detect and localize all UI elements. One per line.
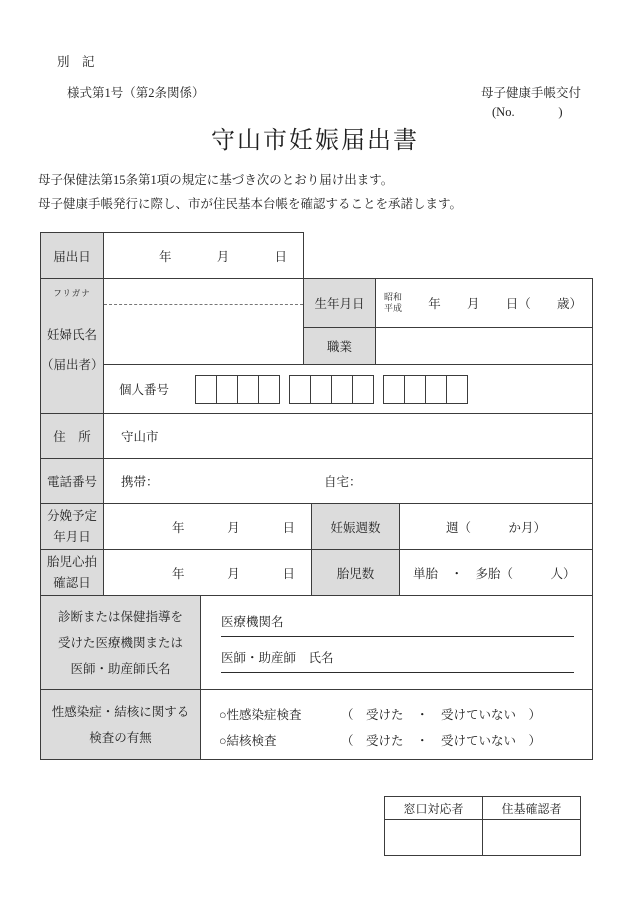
facility-name-line: 医療機関名	[221, 612, 574, 637]
day-unit: 日	[282, 520, 295, 535]
intro-line-2: 母子健康手帳発行に際し、市が住民基本台帳を確認することを承諾します。	[38, 197, 463, 211]
day-unit: 日	[274, 249, 287, 264]
day-age-open: 日（	[505, 297, 531, 311]
medical-label-line3: 医師・助産師氏名	[70, 661, 171, 676]
personal-number-boxes-group3	[383, 375, 468, 404]
address-field	[103, 413, 593, 459]
personal-number-boxes-group2	[289, 375, 374, 404]
due-date-label-line1: 分娩予定	[46, 508, 97, 523]
year-unit: 年	[172, 566, 185, 581]
notification-date-field	[103, 232, 304, 279]
year-unit: 年	[428, 297, 441, 311]
std-tb-label-line1: 性感染症・結核に関する	[51, 704, 190, 719]
tb-check-row	[219, 728, 592, 754]
heartbeat-label-line2: 確認日	[53, 575, 91, 590]
mother-name-label-line1: 妊婦氏名	[46, 328, 97, 342]
due-date-field	[103, 503, 312, 550]
std-check-item: ○性感染症検査	[219, 708, 302, 722]
birth-date-field	[375, 278, 593, 328]
due-date-label-line2: 年月日	[53, 529, 91, 544]
medical-institution-label	[40, 595, 201, 690]
month-unit: 月	[227, 520, 240, 535]
birth-date-label: 生年月日	[303, 278, 376, 328]
year-unit: 年	[172, 520, 185, 535]
digit-box	[310, 375, 332, 404]
mother-name-field	[103, 278, 304, 365]
handbook-issue-label: 母子健康手帳交付	[480, 86, 581, 100]
fetus-count-label: 胎児数	[311, 549, 400, 596]
tb-check-item: ○結核検査	[219, 734, 277, 748]
std-check-row	[219, 702, 592, 728]
digit-box	[383, 375, 405, 404]
digit-box	[289, 375, 311, 404]
digit-box	[404, 375, 426, 404]
phone-home-label: 自宅：	[324, 475, 362, 489]
counter-staff-field	[384, 819, 483, 856]
notification-date-label: 届出日	[40, 232, 104, 279]
digit-box	[331, 375, 353, 404]
furigana-field	[104, 279, 303, 305]
address-label: 住 所	[40, 413, 104, 459]
personal-number-boxes-group1	[195, 375, 280, 404]
medical-institution-field	[200, 595, 593, 690]
digit-box	[352, 375, 374, 404]
residence-check-header: 住基確認者	[482, 796, 581, 820]
mother-name-label-line2: （届出者）	[41, 358, 104, 372]
fetus-count-field: 単胎 ・ 多胎（ 人）	[399, 549, 593, 596]
furigana-label: フリガナ	[53, 288, 91, 298]
tb-check-options: （ 受けた ・ 受けていない ）	[341, 734, 542, 748]
occupation-label: 職業	[303, 327, 376, 365]
personal-number-row	[103, 364, 593, 414]
office-use-table	[384, 796, 581, 856]
era-showa: 昭和	[384, 292, 403, 302]
digit-box	[195, 375, 217, 404]
digit-box	[425, 375, 447, 404]
residence-check-field	[482, 819, 581, 856]
era-options	[384, 292, 402, 314]
form-code: 様式第1号（第2条関係）	[67, 86, 205, 100]
digit-box	[446, 375, 468, 404]
gestation-weeks-label: 妊娠週数	[311, 503, 400, 550]
medical-label-line2: 受けた医療機関または	[57, 635, 183, 650]
doctor-midwife-name-line: 医師・助産師 氏名	[221, 648, 574, 673]
phone-field	[103, 458, 593, 504]
std-check-options: （ 受けた ・ 受けていない ）	[341, 708, 542, 722]
day-unit: 日	[282, 566, 295, 581]
bekki-note: 別 記	[57, 55, 95, 69]
heartbeat-date-label	[40, 549, 104, 596]
std-tb-field	[200, 689, 593, 760]
medical-label-line1: 診断または保健指導を	[57, 609, 183, 624]
page-title: 守山市妊娠届出書	[211, 128, 419, 154]
digit-box	[258, 375, 280, 404]
personal-number-label: 個人番号	[119, 383, 170, 397]
main-form-table	[40, 232, 593, 760]
digit-box	[237, 375, 259, 404]
handbook-issue-number: (No. )	[492, 105, 563, 119]
heartbeat-label-line1: 胎児心拍	[46, 554, 97, 569]
year-unit: 年	[159, 249, 172, 264]
intro-line-1: 母子保健法第15条第1項の規定に基づき次のとおり届け出ます。	[38, 173, 394, 187]
occupation-field	[375, 327, 593, 365]
phone-mobile-label: 携帯：	[121, 475, 159, 489]
counter-staff-header: 窓口対応者	[384, 796, 483, 820]
due-date-label	[40, 503, 104, 550]
mother-name-label	[40, 278, 104, 414]
age-close: 歳）	[556, 297, 582, 311]
digit-box	[216, 375, 238, 404]
gestation-weeks-field: 週（ か月）	[399, 503, 593, 550]
month-unit: 月	[216, 249, 230, 264]
month-unit: 月	[227, 566, 240, 581]
address-city-prefill: 守山市	[121, 430, 159, 444]
month-unit: 月	[466, 297, 480, 311]
heartbeat-date-field	[103, 549, 312, 596]
std-tb-label	[40, 689, 201, 760]
std-tb-label-line2: 検査の有無	[89, 730, 152, 745]
phone-label: 電話番号	[40, 458, 104, 504]
era-heisei: 平成	[384, 303, 403, 313]
